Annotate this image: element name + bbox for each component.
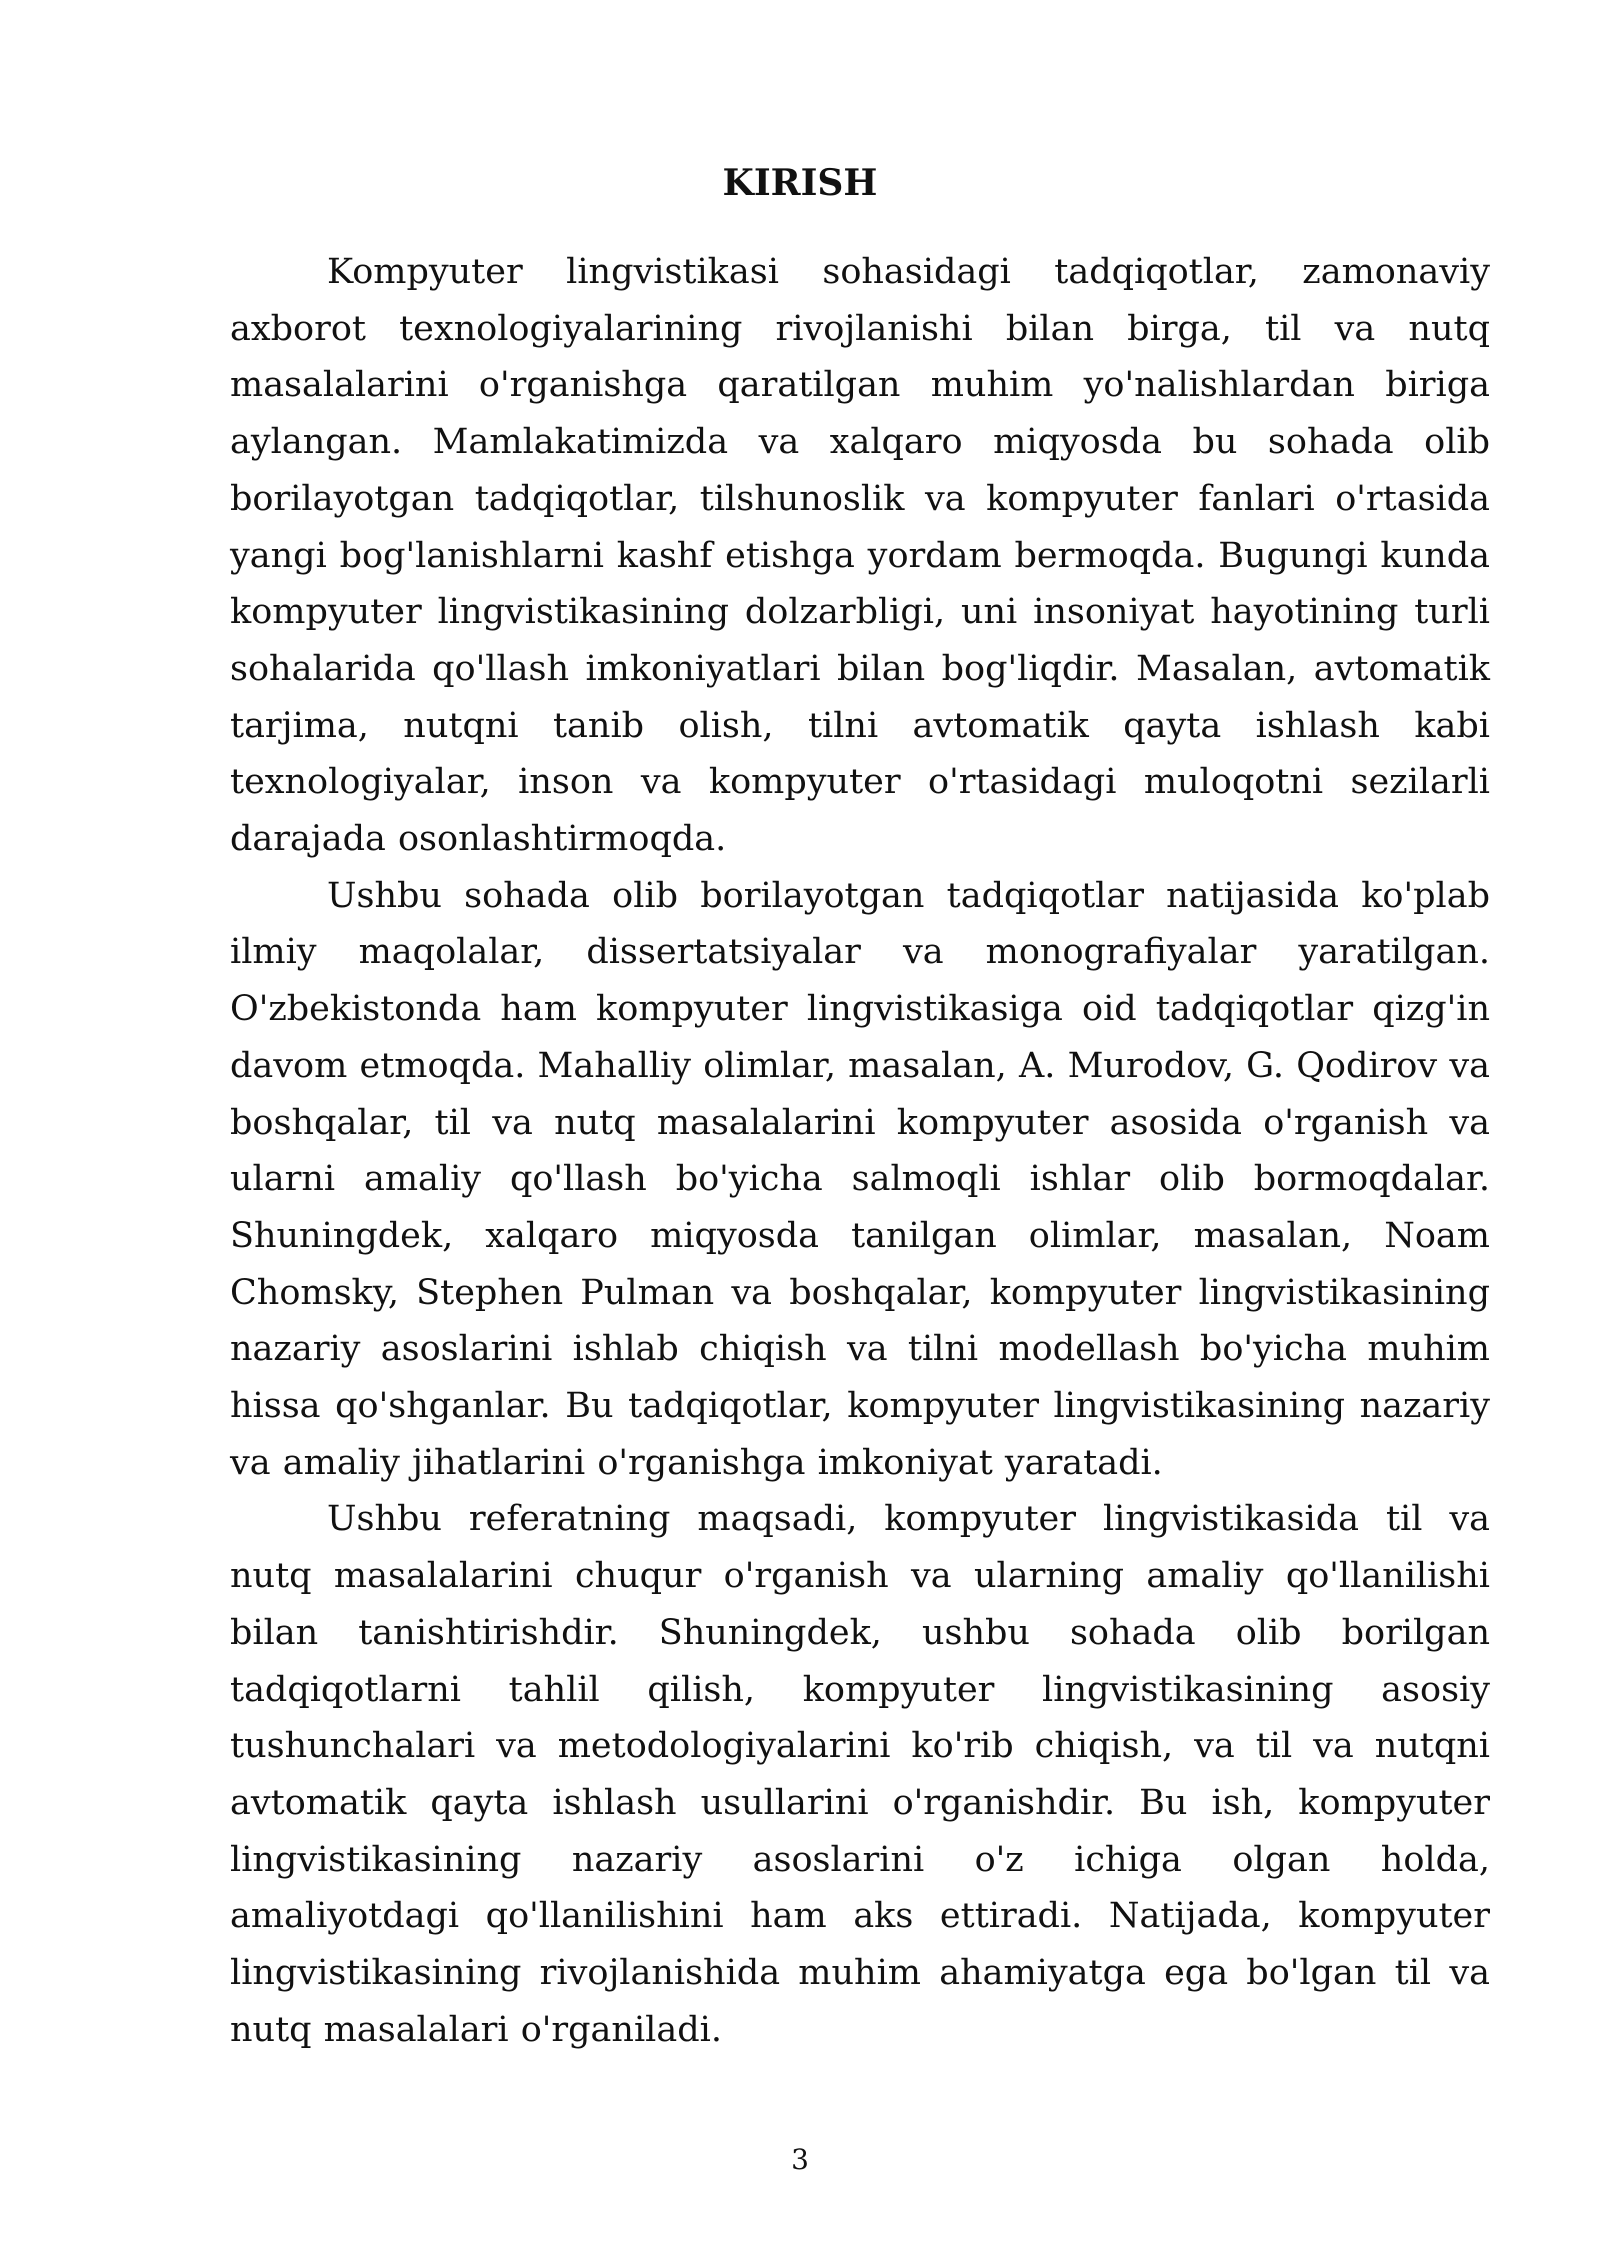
paragraph-1: Kompyuter lingvistikasi sohasidagi tadqiqotlar, zamonaviy axborot texnologiyalarining rivojlanishi bilan birga, til va nutq masalalarini o'rganishga qaratilgan muhim yo'nalishlardan biriga aylangan. Mamlakatimizda va xalqaro miqyosda bu sohada olib borilayotgan tadqiqotlar, tilshunoslik va kompyuter fanlari o'rtasida yangi bog'lanishlarni kashf etishga yordam bermoqda. Bugungi kunda kompyuter lingvistikasining dolzarbligi, uni insoniyat hayotining turli sohalarida qo'llash imkoniyatlari bilan bog'liqdir. Masalan, avtomatik tarjima, nutqni tanib olish, tilni avtomatik qayta ishlash kabi texnologiyalar, inson va kompyuter o'rtasidagi muloqotni sezilarli darajada osonlashtirmoqda.: [230, 252, 1490, 860]
paragraph-2: Ushbu sohada olib borilayotgan tadqiqotlar natijasida ko'plab ilmiy maqolalar, dissertatsiyalar va monografiyalar yaratilgan. O'zbekistonda ham kompyuter lingvistikasiga oid tadqiqotlar qizg'in davom etmoqda. Mahalliy olimlar, masalan, A. Murodov, G. Qodirov va boshqalar, til va nutq masalalarini kompyuter asosida o'rganish va ularni amaliy qo'llash bo'yicha salmoqli ishlar olib bormoqdalar. Shuningdek, xalqaro miqyosda tanilgan olimlar, masalan, Noam Chomsky, Stephen Pulman va boshqalar, kompyuter lingvistikasining nazariy asoslarini ishlab chiqish va tilni modellash bo'yicha muhim hissa qo'shganlar. Bu tadqiqotlar, kompyuter lingvistikasining nazariy va amaliy jihatlarini o'rganishga imkoniyat yaratadi.: [230, 875, 1490, 1483]
page-title: KIRISH: [722, 162, 878, 204]
page-number: 3: [791, 2143, 809, 2176]
paragraph-3: Ushbu referatning maqsadi, kompyuter lingvistikasida til va nutq masalalarini chuqur o'rganish va ularning amaliy qo'llanilishi bilan tanishtirishdir. Shuningdek, ushbu sohada olib borilgan tadqiqotlarni tahlil qilish, kompyuter lingvistikasining asosiy tushunchalari va metodologiyalarini ko'rib chiqish, va til va nutqni avtomatik qayta ishlash usullarini o'rganishdir. Bu ish, kompyuter lingvistikasining nazariy asoslarini o'z ichiga olgan holda, amaliyotdagi qo'llanilishini ham aks ettiradi. Natijada, kompyuter lingvistikasining rivojlanishida muhim ahamiyatga ega bo'lgan til va nutq masalalari o'rganiladi.: [230, 1499, 1490, 2050]
body-text: [230, 244, 1490, 2059]
